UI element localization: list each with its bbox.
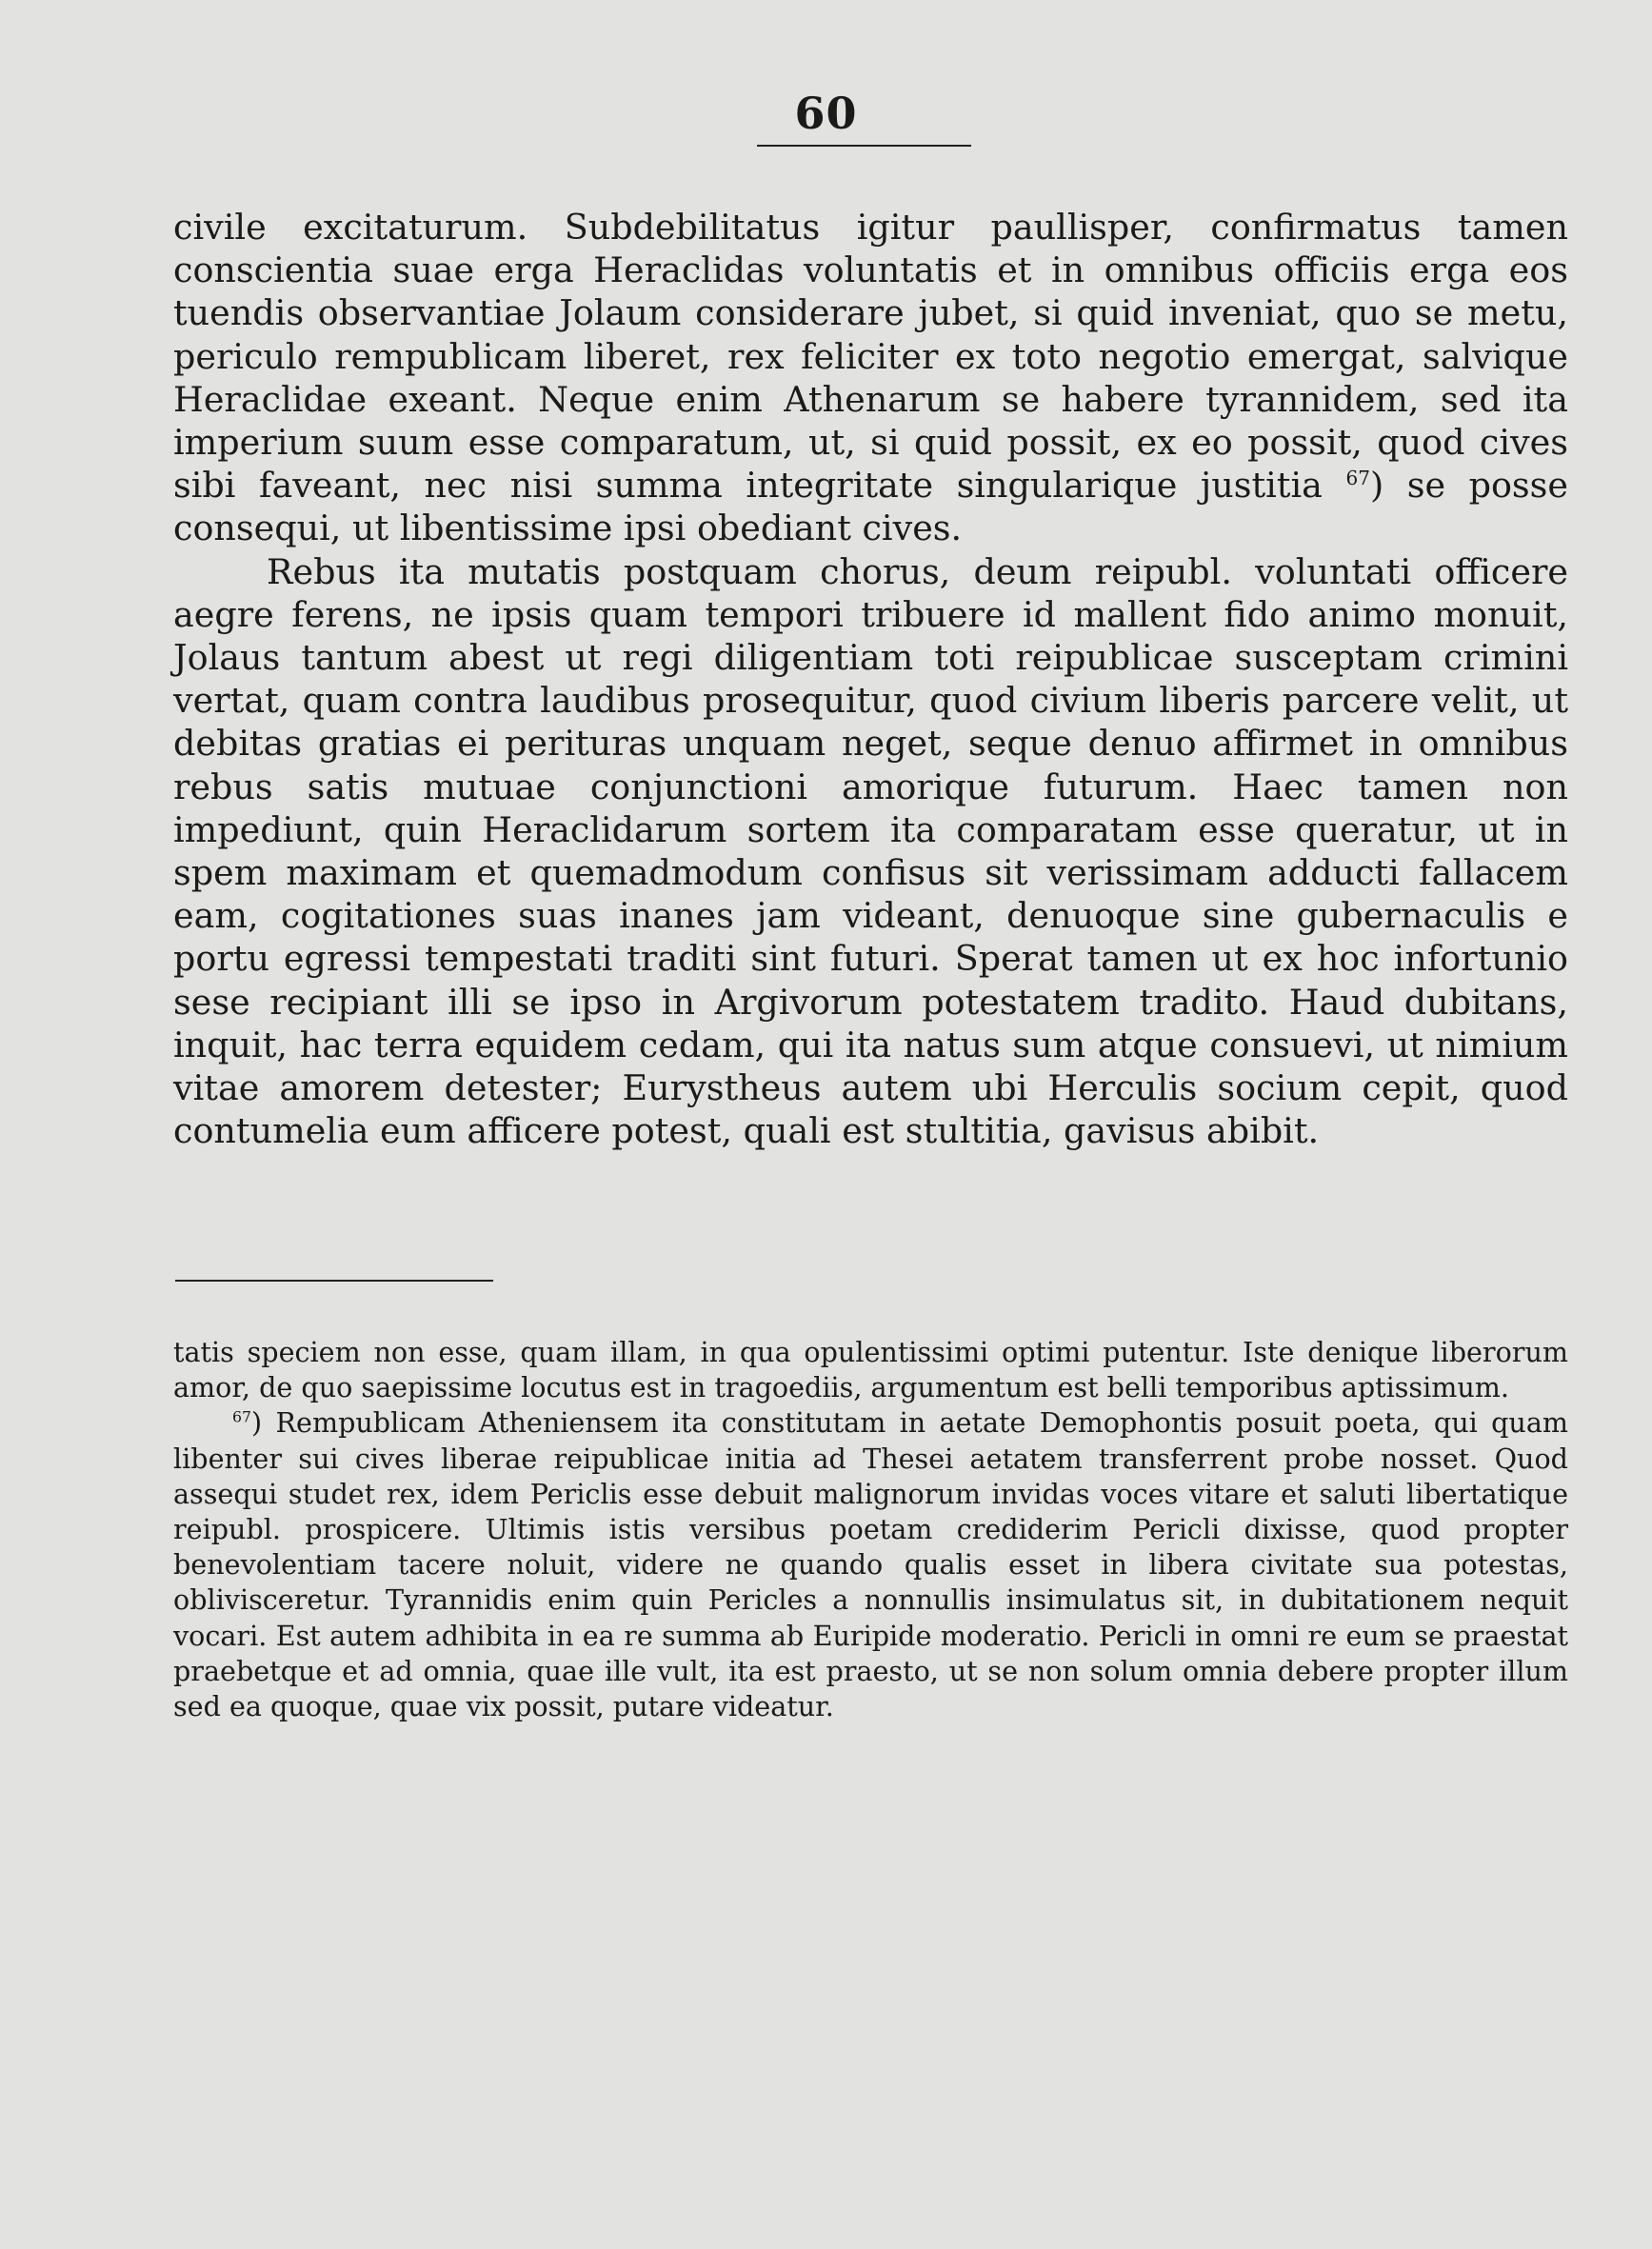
header-rule (757, 145, 971, 147)
main-text (173, 206, 1568, 1152)
footnote-67-text: Rempublicam Atheniensem ita constitutam in aetate Demophontis posuit poeta, qui quam libenter sui cives liberae reipublicae initia ad Thesei aetatem transferrent probe nosset. Quod assequi studet rex, idem Periclis esse debuit malignorum invidas voces vitare et saluti libertatique reipubl. prospicere. Ultimis istis versibus poetam crediderim Pericli dixisse, quod propter benevolentiam tacere noluit, videre ne quando qualis esset in libera civitate sua potestas, oblivisceretur. Tyrannidis enim quin Pericles a nonnullis insimulatus sit, in dubitationem nequit vocari. Est autem adhibita in ea re summa ab Euripide moderatio. Pericli in omni re eum se praestat praebetque et ad omnia, quae ille vult, ita est praesto, ut se non solum omnia debere propter illum sed ea quoque, quae vix possit, putare videatur. (173, 1406, 1568, 1723)
main-paragraph-1-end: ) se posse consequi, ut libentissime ipsi obediant cives. (173, 465, 1568, 549)
main-paragraph-1-text: civile excitaturum. Subdebilitatus igitur paullisper, confirmatus tamen conscientia suae erga Heraclidas voluntatis et in omnibus officiis erga eos tuendis observantiae Jolaum considerare jubet, si quid inveniat, quo se metu, periculo rempublicam liberet, rex feliciter ex toto negotio emergat, salvique Heraclidae exeant. Neque enim Athenarum se habere tyrannidem, sed ita imperium suum esse comparatum, ut, si quid possit, ex eo possit, quod cives sibi faveant, nec nisi summa integritate singularique justitia (173, 207, 1568, 507)
main-paragraph-1 (173, 206, 1568, 550)
footnote-continuation: tatis speciem non esse, quam illam, in qua opulentissimi optimi putentur. Iste denique liberorum amor, de quo saepissime locutus est in tragoediis, argumentum est belli temporibus aptissimum. (173, 1336, 1568, 1404)
main-paragraph-2: Rebus ita mutatis postquam chorus, deum reipubl. voluntati officere aegre ferens, ne ipsis quam tempori tribuere id mallent fido animo monuit, Jolaus tantum abest ut regi diligentiam toti reipublicae susceptam crimini vertat, quam contra laudibus prosequitur, quod civium liberis parcere velit, ut debitas gratias ei perituras unquam neget, seque denuo affirmet in omnibus rebus satis mutuae conjunctioni amorique futurum. Haec tamen non impediunt, quin Heraclidarum sortem ita comparatam esse queratur, ut in spem maximam et quemadmodum confisus sit verissimam adducti fallacem eam, cogitationes suas inanes jam videant, denuoque sine gubernaculis e portu egressi tempestati traditi sint futuri. Sperat tamen ut ex hoc infortunio sese recipiant illi se ipso in Argivorum potestatem tradito. Haud dubitans, inquit, hac terra equidem cedam, qui ita natus sum atque consuevi, ut nimium vitae amorem detester; Eurystheus autem ubi Herculis socium cepit, quod contumelia eum afficere potest, quali est stultitia, gavisus abibit. (173, 550, 1568, 1152)
page-number: 60 (794, 88, 858, 139)
footnotes (173, 1335, 1568, 1724)
footnote-67-bracket: ) (251, 1406, 263, 1440)
footnote-67 (173, 1405, 1568, 1724)
footnote-ref-67: 67 (1345, 467, 1370, 490)
footnote-separator (175, 1280, 493, 1282)
footnote-67-marker: 67 (232, 1407, 252, 1426)
